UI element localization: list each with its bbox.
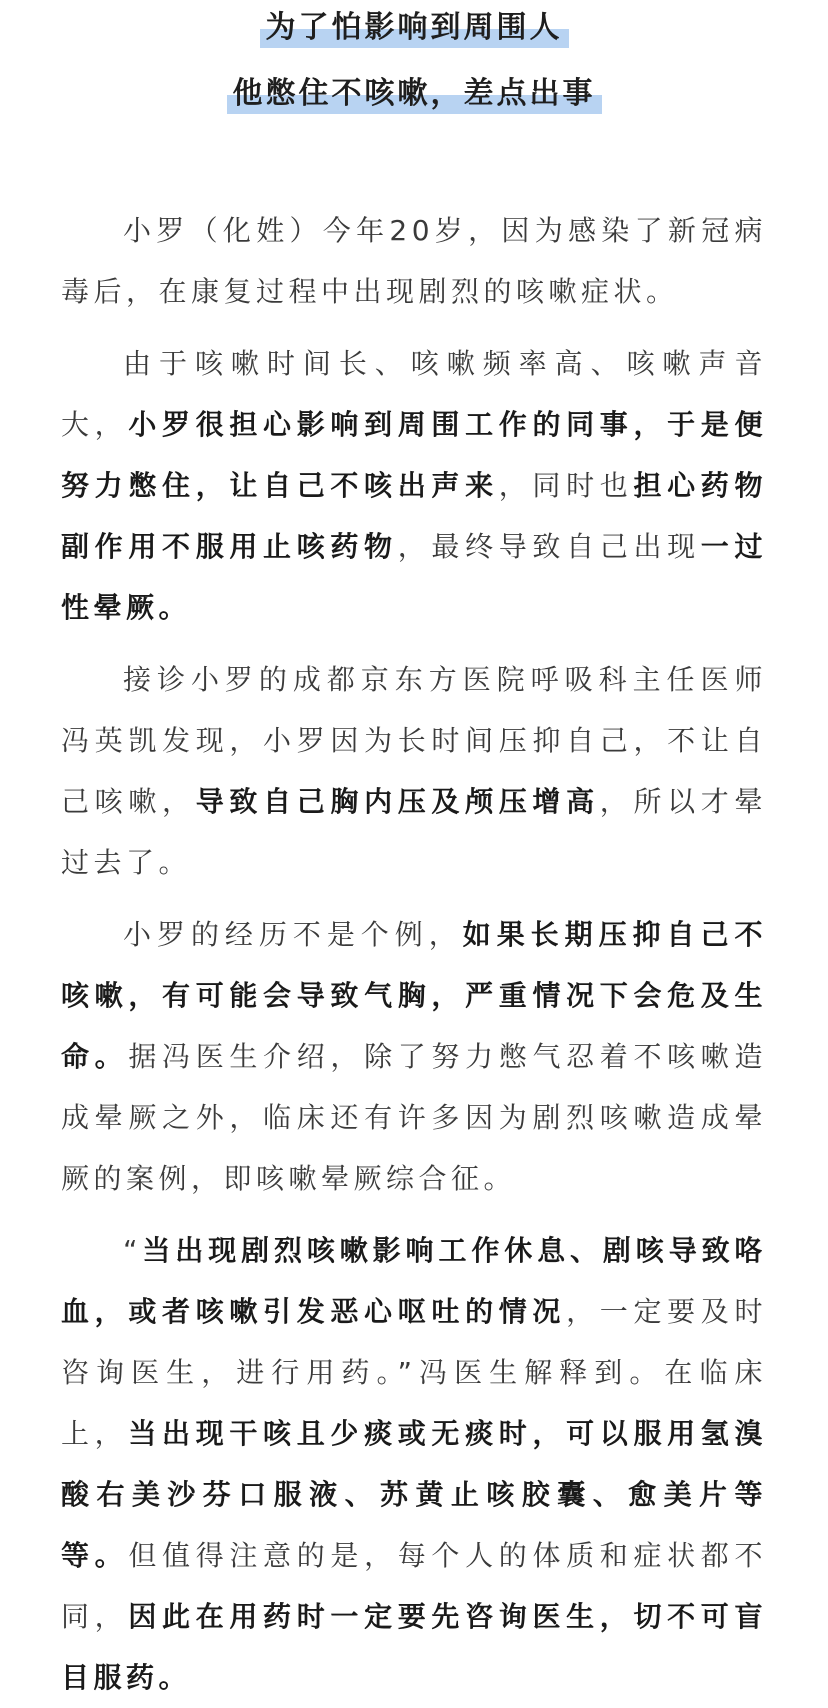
bold-segment: 当出现干咳且少痰或无痰时，可以服用氢溴酸右美沙芬口服液、苏黄止咳胶囊、愈美片等等。: [61, 1417, 767, 1572]
text-segment: 小罗（化姓）今年20岁，因为感染了新冠病毒后，在康复过程中出现剧烈的咳嗽症状。: [61, 214, 767, 308]
text-segment: ，最终导致自己出现: [397, 530, 701, 563]
article-body: [61, 200, 767, 1708]
text-segment: 但值得注意的是，每个人的体质和症状都不同，: [61, 1539, 767, 1633]
bold-segment: 小罗很担心影响到周围工作的同事，于是便努力憋住，让自己不咳出声来: [61, 408, 767, 502]
paragraph-2: [61, 333, 767, 638]
bold-segment: 担心药物副作用不服用止咳药物: [61, 469, 767, 563]
bold-segment: 导致自己胸内压及颅压增高: [195, 785, 600, 818]
headline-line-1: 为了怕影响到周围人: [0, 6, 828, 50]
bold-segment: 当出现剧烈咳嗽影响工作休息、剧咳导致咯血，或者咳嗽引发恶心呕吐的情况: [61, 1234, 767, 1328]
paragraph-1: [61, 200, 767, 322]
bold-segment: 一过性晕厥。: [61, 530, 767, 624]
paragraph-5: [61, 1220, 767, 1708]
text-segment: 小罗的经历不是个例，: [123, 918, 463, 951]
paragraph-4: [61, 904, 767, 1209]
text-segment: 由于咳嗽时间长、咳嗽频率高、咳嗽声音大，: [61, 347, 767, 441]
text-segment: ，所以才晕过去了。: [61, 785, 767, 879]
paragraph-3: [61, 649, 767, 893]
text-segment: 据冯医生介绍，除了努力憋气忍着不咳嗽造成晕厥之外，临床还有许多因为剧烈咳嗽造成晕厥的案例，即咳嗽晕厥综合征。: [61, 1040, 767, 1195]
bold-segment: 因此在用药时一定要先咨询医生，切不可盲目服药。: [61, 1600, 767, 1694]
text-segment: ，同时也: [498, 469, 634, 502]
bold-segment: 如果长期压抑自己不咳嗽，有可能会导致气胸，严重情况下会危及生命。: [61, 918, 767, 1073]
text-segment: 接诊小罗的成都京东方医院呼吸科主任医师冯英凯发现，小罗因为长时间压抑自己，不让自己咳嗽，: [61, 663, 767, 818]
text-segment: ，一定要及时咨询医生，进行用药。”冯医生解释到。在临床上，: [61, 1295, 767, 1450]
headline-line-2: 他憋住不咳嗽，差点出事: [0, 72, 828, 116]
text-segment: “: [123, 1234, 143, 1267]
